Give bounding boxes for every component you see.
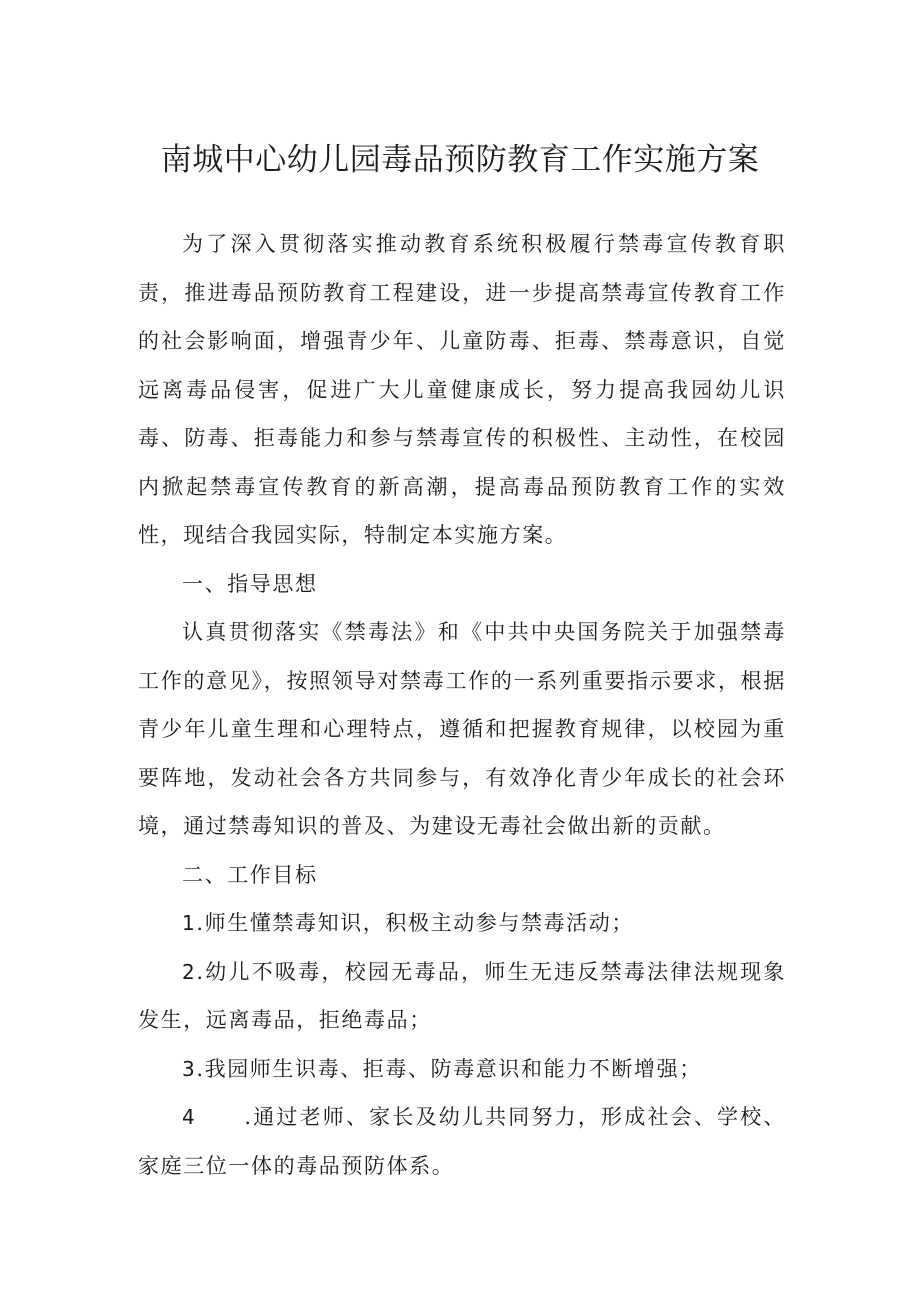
- section-heading-guiding-thought: 一、指导思想: [182, 571, 318, 596]
- goal-item-1: [138, 899, 786, 948]
- goal-item-number: 3: [182, 1056, 197, 1081]
- goal-item-text: .我园师生识毒、拒毒、防毒意识和能力不断增强；: [196, 1056, 702, 1081]
- goal-item-number: 1: [182, 911, 197, 935]
- goal-item-text: .通过老师、家长及幼儿共同努力，形成社会、学校、家庭三位一体的毒品预防体系。: [138, 1105, 786, 1178]
- goal-item-text: .师生懂禁毒知识，积极主动参与禁毒活动；: [196, 911, 635, 935]
- section-heading-work-goals: 二、工作目标: [182, 862, 318, 887]
- document-body: [138, 220, 786, 1190]
- goal-item-2: [138, 948, 786, 1045]
- goal-item-4: [138, 1093, 786, 1190]
- goal-item-number: 4: [182, 1105, 197, 1129]
- goal-item-text: .幼儿不吸毒，校园无毒品，师生无违反禁毒法律法规现象发生，远离毒品，拒绝毒品；: [138, 959, 786, 1032]
- intro-paragraph: 为了深入贯彻落实推动教育系统积极履行禁毒宣传教育职责，推进毒品预防教育工程建设，进一步提高禁毒宣传教育工作的社会影响面，增强青少年、儿童防毒、拒毒、禁毒意识，自觉远离毒品侵害，促进广大儿童健康成长，努力提高我园幼儿识毒、防毒、拒毒能力和参与禁毒宣传的积极性、主动性，在校园内掀起禁毒宣传教育的新高潮，提高毒品预防教育工作的实效性，现结合我园实际，特制定本实施方案。: [138, 232, 786, 547]
- goal-item-3: [138, 1045, 786, 1094]
- goal-item-number: 2: [182, 959, 197, 984]
- guiding-thought-paragraph: 认真贯彻落实《禁毒法》和《中共中央国务院关于加强禁毒工作的意见》，按照领导对禁毒工作的一系列重要指示要求，根据青少年儿童生理和心理特点，遵循和把握教育规律，以校园为重要阵地，发动社会各方共同参与，有效净化青少年成长的社会环境，通过禁毒知识的普及、为建设无毒社会做出新的贡献。: [138, 620, 786, 838]
- document-title: 南城中心幼儿园毒品预防教育工作实施方案: [160, 142, 760, 178]
